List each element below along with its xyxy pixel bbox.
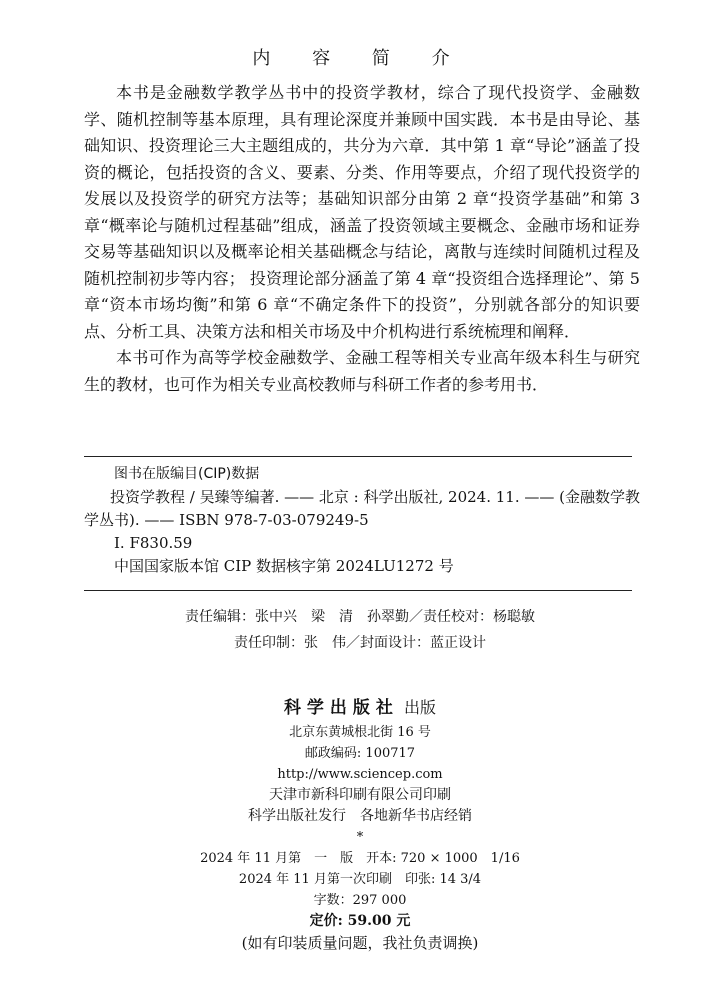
page-title: 内 容 简 介 (252, 48, 468, 69)
cip-block (84, 463, 640, 578)
edition-line: 2024 年 11 月第 一 版 开本: 720 × 1000 1/16 (200, 851, 520, 866)
divider-top (84, 456, 632, 457)
cip-number: 中国国家版本馆 CIP 数据核字第 2024LU1272 号 (114, 557, 454, 575)
summary-section (84, 80, 640, 398)
publisher-logo-text: 科学出版社 (283, 698, 399, 718)
printing-line: 2024 年 11 月第一次印刷 印张: 14 3/4 (238, 872, 482, 887)
publisher-suffix: 出版 (404, 698, 437, 717)
printer-line: 天津市新科印刷有限公司印刷 (269, 787, 451, 803)
publisher-name (0, 693, 720, 718)
quality-notice: (如有印装质量问题，我社负责调换) (241, 934, 479, 952)
word-count: 字数：297 000 (313, 893, 407, 908)
price-line: 定价: 59.00 元 (309, 913, 411, 929)
publisher-postcode: 邮政编码: 100717 (304, 746, 416, 761)
summary-paragraph-1: 本书是金融数学教学丛书中的投资学教材，综合了现代投资学、金融数学、随机控制等基本原理，具有理论深度并兼顾中国实践．本书是由导论、基础知识、投资理论三大主题组成的，共分为六章．其中第 1 章“导论”涵盖了投资的概论，包括投资的含义、要素、分类、作用等要点，介绍了现代投资学的发展以及投资学的研究方法等；基础知识部分由第 2 章“投资学基础”和第 3 章“概率论与随机过程基础”组成，涵盖了投资领域主要概念、金融市场和证券交易等基础知识以及概率论相关基础概念与结论，离散与连续时间随机过程及随机控制初步等内容； 投资理论部分涵盖了第 4 章“投资组合选择理论”、第 5 章“资本市场均衡”和第 6 章“不确定条件下的投资”，分别就各部分的知识要点、分析工具、决策方法和相关市场及中介机构进行系统梳理和阐释． (84, 83, 640, 341)
cip-description: 投资学教程 / 吴臻等编著. —— 北京 : 科学出版社, 2024. 11. —— (金融数学教学丛书). —— ISBN 978-7-03-079249-5 (84, 488, 640, 529)
summary-paragraph-2: 本书可作为高等学校金融数学、金融工程等相关专业高年级本科生与研究生的教材，也可作为相关专业高校教师与科研工作者的参考用书． (84, 348, 640, 394)
cip-heading: 图书在版编目(CIP)数据 (114, 466, 260, 482)
editors-line-2: 责任印制：张 伟／封面设计：蓝正设计 (234, 635, 486, 651)
publisher-block (0, 693, 720, 955)
divider-bottom (84, 590, 632, 591)
publisher-address: 北京东黄城根北街 16 号 (289, 725, 431, 740)
separator-star: * (356, 830, 364, 845)
editors-block (0, 604, 720, 656)
cip-classification: Ⅰ. F830.59 (114, 534, 193, 552)
publisher-website: http://www.sciencep.com (277, 767, 443, 782)
editors-line-1: 责任编辑：张中兴 梁 清 孙翠勤／责任校对：杨聪敏 (185, 609, 535, 625)
distribution-line: 科学出版社发行 各地新华书店经销 (248, 808, 472, 824)
